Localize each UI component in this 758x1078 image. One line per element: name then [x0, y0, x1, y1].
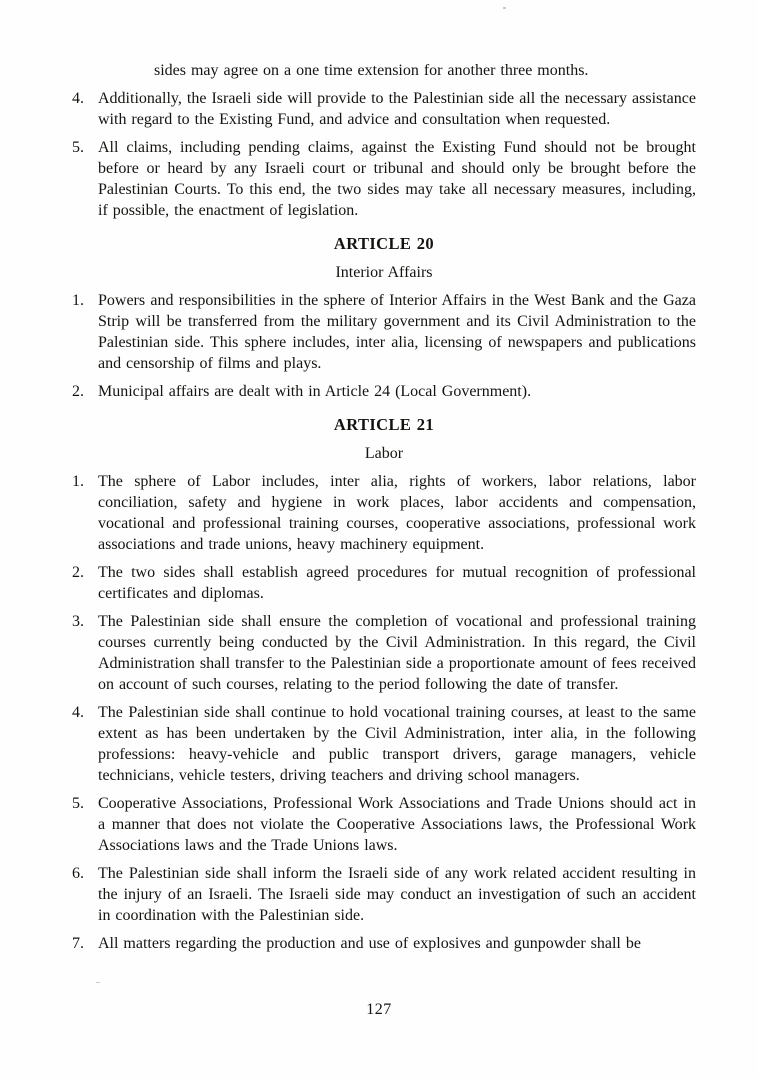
- item-number: 5.: [72, 795, 84, 812]
- item-text: Cooperative Associations, Professional Work Associations and Trade Unions should act in a manner that does not violate the Cooperative Associations laws, the Professional Work Associations laws and the Trade Unions laws.: [98, 795, 696, 854]
- item-text: The Palestinian side shall continue to hold vocational training courses, at least to the same extent as has been undertaken by the Civil Administration, inter alia, in the following professions: heavy-vehicle and public transport drivers, garage managers, vehicle technicians, vehicle testers, driving teachers and driving school managers.: [98, 704, 696, 784]
- article-21-heading: ARTICLE 21: [333, 415, 435, 434]
- item-text: Additionally, the Israeli side will provide to the Palestinian side all the necessary assistance with regard to the Existing Fund, and advice and consultation when requested.: [98, 90, 696, 128]
- article-21-item-1: [72, 471, 696, 555]
- item-text: Powers and responsibilities in the sphere of Interior Affairs in the West Bank and the Gaza Strip will be transferred from the military government and its Civil Administration to the Palestinian side. This sphere includes, inter alia, licensing of newspapers and publications and censorship of films and plays.: [98, 292, 696, 372]
- article-20-item-1: [72, 290, 696, 374]
- article-20-item-2: [72, 381, 696, 402]
- article-21-subheading: Labor: [364, 445, 404, 462]
- list-item-5: [72, 137, 696, 221]
- article-21-item-2: [72, 562, 696, 604]
- item-number: 3.: [72, 613, 84, 630]
- item-number: 7.: [72, 935, 84, 952]
- item-number: 2.: [72, 383, 84, 400]
- article-21-item-5: [72, 793, 696, 856]
- item-number: 1.: [72, 473, 84, 490]
- scan-artifact: [96, 982, 100, 983]
- item-text: All matters regarding the production and use of explosives and gunpowder shall be: [98, 935, 641, 952]
- item-number: 4.: [72, 90, 84, 107]
- text-block: [72, 60, 696, 954]
- item-number: 1.: [72, 292, 84, 309]
- page-number: 127: [366, 1001, 392, 1018]
- article-21-item-3: [72, 611, 696, 695]
- item-text: The two sides shall establish agreed procedures for mutual recognition of professional certificates and diplomas.: [98, 564, 696, 602]
- item-number: 5.: [72, 139, 84, 156]
- article-21-item-6: [72, 863, 696, 926]
- item-text: The Palestinian side shall ensure the completion of vocational and professional training courses currently being conducted by the Civil Administration. In this regard, the Civil Administration shall transfer to the Palestinian side a proportionate amount of fees received on account of such courses, relating to the period following the date of transfer.: [98, 613, 697, 693]
- article-20-heading: ARTICLE 20: [333, 234, 435, 253]
- continuation-line: sides may agree on a one time extension for another three months.: [154, 62, 589, 79]
- article-20-subheading: Interior Affairs: [335, 264, 433, 281]
- item-text: The sphere of Labor includes, inter alia, rights of workers, labor relations, labor conciliation, safety and hygiene in work places, labor accidents and compensation, vocational and professional training courses, cooperative associations, professional work associations and trade unions, heavy machinery equipment.: [98, 473, 696, 553]
- item-text: All claims, including pending claims, against the Existing Fund should not be brought before or heard by any Israeli court or tribunal and should only be brought before the Palestinian Courts. To this end, the two sides may take all necessary measures, including, if possible, the enactment of legislation.: [98, 139, 696, 219]
- article-21-item-4: [72, 702, 696, 786]
- item-text: Municipal affairs are dealt with in Article 24 (Local Government).: [98, 383, 532, 400]
- item-text: The Palestinian side shall inform the Israeli side of any work related accident resulting in the injury of an Israeli. The Israeli side may conduct an investigation of such an accident in coordination with the Palestinian side.: [98, 865, 696, 924]
- item-number: 4.: [72, 704, 84, 721]
- list-item-4: [72, 88, 696, 130]
- item-number: 2.: [72, 564, 84, 581]
- article-21-item-7: [72, 933, 696, 954]
- scan-artifact: [503, 7, 506, 9]
- item-number: 6.: [72, 865, 84, 882]
